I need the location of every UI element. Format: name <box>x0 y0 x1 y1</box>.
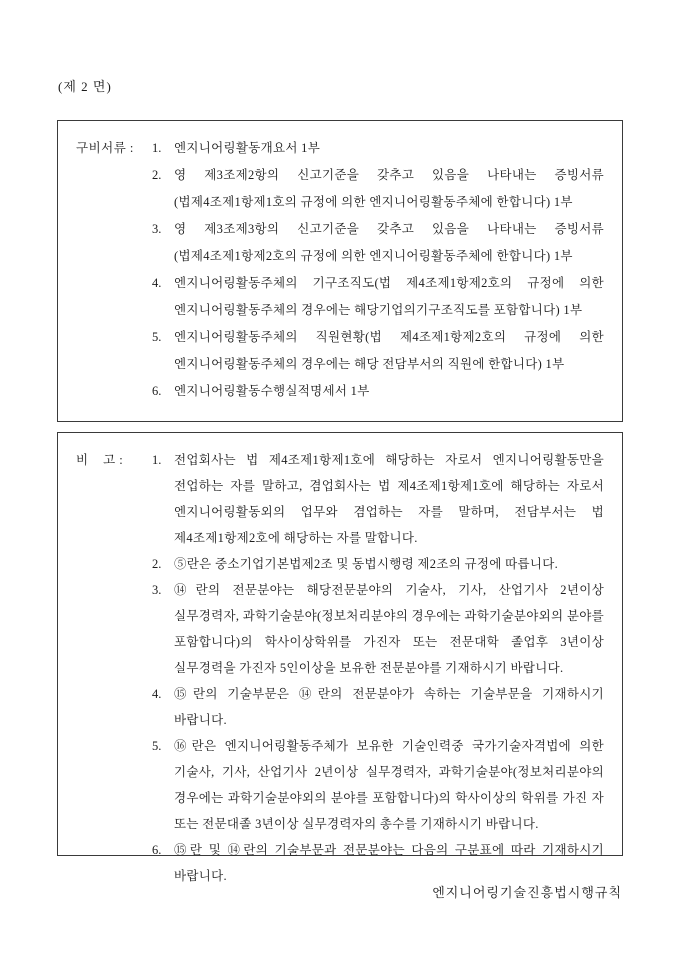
item-text: ⑭란의 전문분야는 해당전문분야의 기술사, 기사, 산업기사 2년이상 실무경력자, 과학기술분야(정보처리분야의 경우에는 과학기술분야외의 분야를 포함합니다)의 학사이상학위를 가진자 또는 전문대학 졸업후 3년이상 실무경력을 가진자 5인이상을 보유한 전문분야를 기재하시기 바랍니다. <box>174 583 604 675</box>
list-item <box>152 447 604 551</box>
remarks-box <box>57 432 623 883</box>
item-text: 영 제3조제3항의 신고기준을 갖추고 있음을 나타내는 증빙서류(법제4조제1항제2호의 규정에 의한 엔지니어링활동주체에 한합니다) 1부 <box>174 222 604 263</box>
item-number: 3. <box>152 222 162 236</box>
item-text: 엔지니어링활동주체의 직원현황(법 제4조제1항제2호의 규정에 의한 엔지니어링활동주체의 경우에는 해당 전담부서의 직원에 한합니다) 1부 <box>174 330 604 371</box>
item-number: 5. <box>152 739 162 753</box>
remarks-label: 비 고 : <box>76 453 127 467</box>
item-text: 엔지니어링활동주체의 기구조직도(법 제4조제1항제2호의 규정에 의한 엔지니어링활동주체의 경우에는 해당기업의기구조직도를 포함합니다) 1부 <box>174 276 604 317</box>
remarks-row <box>76 447 604 889</box>
item-number: 6. <box>152 843 162 857</box>
item-text: ⑮란의 기술부문은 ⑭란의 전문분야가 속하는 기술부문을 기재하시기 바랍니다. <box>174 687 604 727</box>
regulation-title: 엔지니어링기술진흥법시행규칙 <box>432 885 622 900</box>
list-item <box>152 681 604 733</box>
page-number-label: (제 2 면) <box>58 79 112 94</box>
list-item <box>152 135 604 162</box>
item-number: 4. <box>152 276 162 290</box>
item-text: 전업회사는 법 제4조제1항제1호에 해당하는 자로서 엔지니어링활동만을 전업하는 자를 말하고, 겸업회사는 법 제4조제1항제1호에 해당하는 자로서 엔지니어링활동외의 업무와 겸업하는 자를 말하며, 전담부서는 법 제4조제1항제2호에 해당하는 자를 말합니다. <box>174 453 604 545</box>
list-item <box>152 162 604 216</box>
list-item <box>152 378 604 405</box>
item-text: ⑮란 및 ⑭란의 기술부문과 전문분야는 다음의 구분표에 따라 기재하시기 바랍니다. <box>174 843 604 883</box>
item-text: 영 제3조제2항의 신고기준을 갖추고 있음을 나타내는 증빙서류(법제4조제1항제1호의 규정에 의한 엔지니어링활동주체에 한합니다) 1부 <box>174 168 604 209</box>
list-item <box>152 216 604 270</box>
required-documents-row <box>76 135 604 405</box>
item-text: ⑯란은 엔지니어링활동주체가 보유한 기술인력중 국가기술자격법에 의한 기술사, 기사, 산업기사 2년이상 실무경력자, 과학기술분야(정보처리분야의 경우에는 과학기술분야외의 분야를 포함합니다)의 학사이상의 학위를 가진 자 또는 전문대졸 3년이상 실무경력자의 총수를 기재하시기 바랍니다. <box>174 739 604 831</box>
item-text: 엔지니어링활동개요서 1부 <box>174 141 321 155</box>
item-text: ⑤란은 중소기업기본법제2조 및 동법시행령 제2조의 규정에 따릅니다. <box>174 557 559 571</box>
item-number: 1. <box>152 453 162 467</box>
item-number: 2. <box>152 557 162 571</box>
list-item <box>152 733 604 837</box>
required-documents-label: 구비서류 : <box>76 141 138 155</box>
item-number: 1. <box>152 141 162 155</box>
item-number: 6. <box>152 384 162 398</box>
required-documents-list <box>152 135 604 405</box>
list-item <box>152 577 604 681</box>
item-number: 4. <box>152 687 162 701</box>
item-number: 5. <box>152 330 162 344</box>
required-documents-box <box>57 120 623 422</box>
list-item <box>152 270 604 324</box>
item-number: 2. <box>152 168 162 182</box>
item-text: 엔지니어링활동수행실적명세서 1부 <box>174 384 370 398</box>
list-item <box>152 324 604 378</box>
item-number: 3. <box>152 583 162 597</box>
remarks-list <box>152 447 604 889</box>
list-item <box>152 551 604 577</box>
